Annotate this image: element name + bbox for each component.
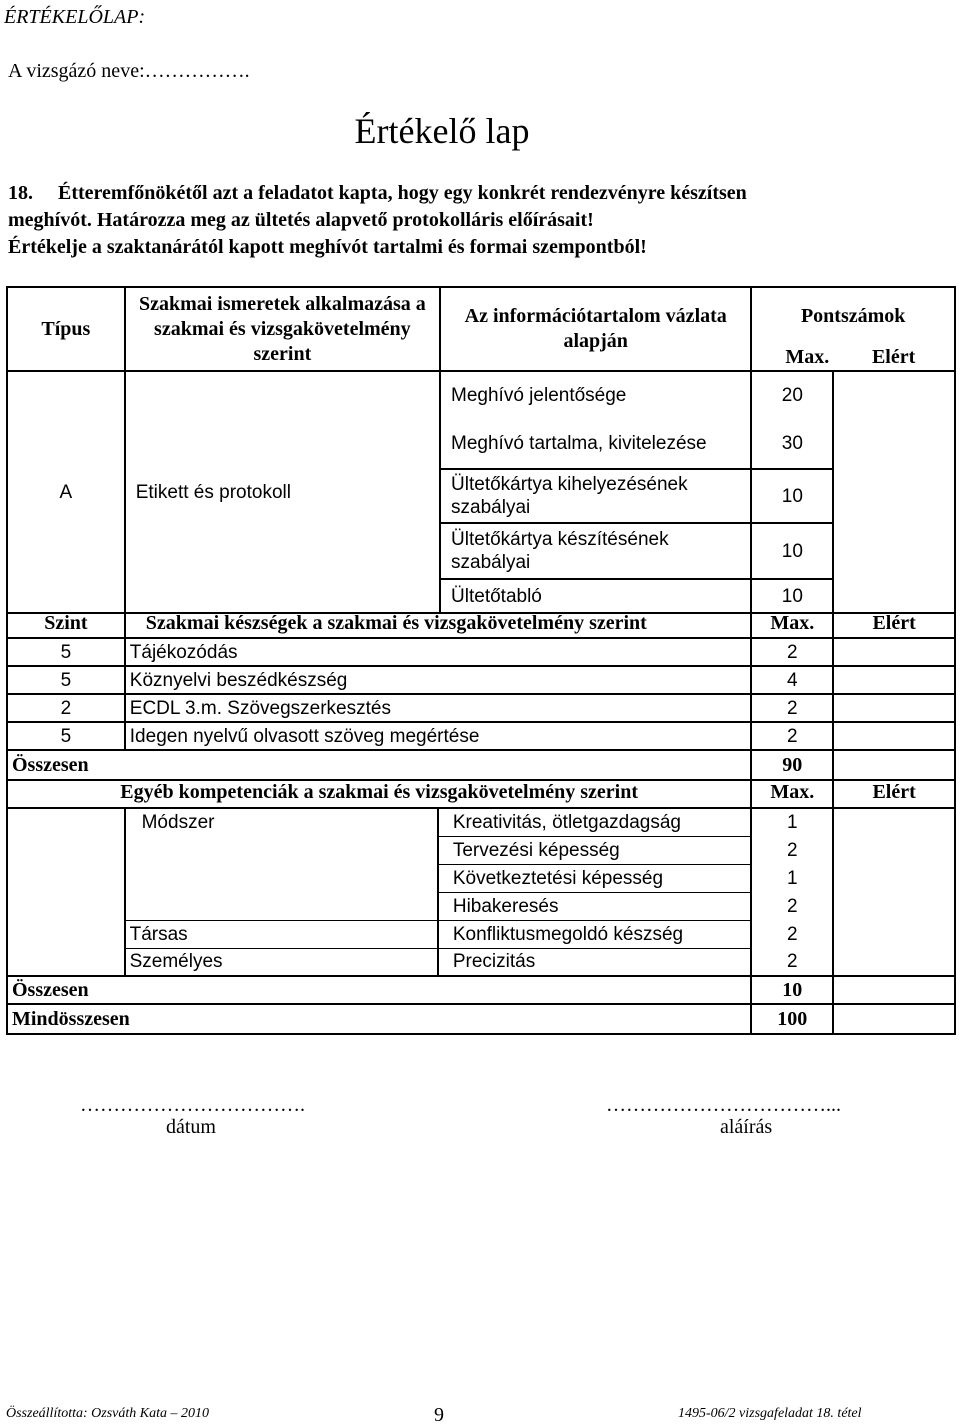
competencies-total-label: Összesen [7,976,751,1004]
date-dots: ……………………………. [80,1094,305,1116]
table-row [7,836,955,864]
examinee-name-label: A vizsgázó neve:……………. [8,60,250,82]
skill-achieved [833,666,955,694]
competency-achieved [833,920,955,948]
table-row [7,694,955,722]
outline-row-max: 10 [751,523,833,579]
competency-group [125,864,438,892]
skills-total-value: 90 [751,750,833,780]
skill-achieved [833,722,955,750]
skill-max: 2 [751,638,833,666]
competency-label: Hibakeresés [438,892,751,920]
competency-max: 2 [751,892,833,920]
task-line-3: Értékelje a szaktanárától kapott meghívót tartalmi és formai szempontból! [8,236,647,258]
skills-level-header: Szint [7,610,125,638]
skills-total-label: Összesen [7,750,751,780]
task-line-1: Étteremfőnökétől azt a feladatot kapta, hogy egy konkrét rendezvényre készítsen [58,182,747,204]
table-row [7,864,955,892]
outline-row-max: 10 [751,469,833,523]
competency-group: Módszer [125,808,438,836]
skill-label: Köznyelvi beszédkészség [125,666,752,694]
page-number: 9 [434,1404,444,1426]
competency-max: 2 [751,920,833,948]
knowledge-table [6,286,956,614]
col-achieved-header: Elért [833,345,955,371]
skill-max: 2 [751,722,833,750]
outline-row-achieved [833,523,955,579]
outline-row-label: Meghívó jelentősége [440,371,751,419]
col-type-header: Típus [7,287,125,371]
task-description [8,180,908,261]
skill-level: 5 [7,722,125,750]
knowledge-value: Etikett és protokoll [125,371,440,613]
outline-row-label: Meghívó tartalma, kivitelezése [440,419,751,469]
skill-achieved [833,694,955,722]
competencies-total-achieved [833,976,955,1004]
competency-max: 1 [751,808,833,836]
grand-total-value: 100 [751,1004,833,1034]
outline-row-achieved [833,371,955,419]
skill-max: 4 [751,666,833,694]
outline-row-max: 10 [751,579,833,613]
competency-achieved [833,808,955,836]
sheet-label: ÉRTÉKELŐLAP: [4,6,146,28]
col-points-header: Pontszámok [751,287,955,345]
competencies-spacer [7,808,125,976]
competency-achieved [833,948,955,976]
table-row [7,722,955,750]
table-row [7,808,955,836]
task-line-2: meghívót. Határozza meg az ültetés alapvető protokolláris előírásait! [8,209,594,231]
skill-level: 5 [7,666,125,694]
table-row [7,638,955,666]
competency-group [125,836,438,864]
competency-label: Tervezési képesség [438,836,751,864]
skill-level: 5 [7,638,125,666]
skill-max: 2 [751,694,833,722]
outline-row-max: 30 [751,419,833,469]
competency-label: Következtetési képesség [438,864,751,892]
skill-label: Idegen nyelvű olvasott szöveg megértése [125,722,752,750]
competency-achieved [833,836,955,864]
outline-row-label: Ültetőkártya készítésének szabályai [440,523,751,579]
date-label: dátum [166,1116,216,1138]
col-knowledge-header: Szakmai ismeretek alkalmazása a szakmai és vizsgakövetelmény szerint [125,287,440,371]
competency-group: Személyes [125,948,438,976]
table-row [7,666,955,694]
skill-label: Tájékozódás [125,638,752,666]
footer-author: Összeállította: Ozsváth Kata – 2010 [6,1406,210,1421]
competencies-table [6,778,956,1035]
skill-achieved [833,638,955,666]
competency-max: 1 [751,864,833,892]
outline-row-max: 20 [751,371,833,419]
competencies-header: Egyéb kompetenciák a szakmai és vizsgakövetelmény szerint [7,778,751,808]
competency-label: Precizitás [438,948,751,976]
skill-label: ECDL 3.m. Szövegszerkesztés [125,694,752,722]
competency-max: 2 [751,836,833,864]
skill-level: 2 [7,694,125,722]
grand-total-label: Mindösszesen [7,1004,751,1034]
skills-header: Szakmai készségek a szakmai és vizsgakövetelmény szerint [125,610,752,638]
table-row [7,948,955,976]
competency-achieved [833,892,955,920]
col-outline-header: Az információtartalom vázlata alapján [440,287,751,371]
competency-max: 2 [751,948,833,976]
outline-row-achieved [833,469,955,523]
outline-row-label: Ültetőkártya kihelyezésének szabályai [440,469,751,523]
footer-reference: 1495-06/2 vizsgafeladat 18. tétel [678,1406,862,1421]
skills-achieved-header: Elért [833,610,955,638]
signature-dots: ……………………………... [606,1094,841,1116]
competency-group: Társas [125,920,438,948]
outline-row-label: Ültetőtabló [440,579,751,613]
table-row [7,920,955,948]
competency-label: Konfliktusmegoldó készség [438,920,751,948]
skills-table [6,610,956,781]
grand-total-achieved [833,1004,955,1034]
competency-group [125,892,438,920]
skills-total-achieved [833,750,955,780]
outline-row-achieved [833,419,955,469]
outline-row-achieved [833,579,955,613]
competencies-max-header: Max. [751,778,833,808]
type-value: A [7,371,125,613]
task-number: 18. [8,182,33,204]
signature-label: aláírás [720,1116,773,1138]
col-max-header: Max. [751,345,833,371]
competency-achieved [833,864,955,892]
page-title: Értékelő lap [354,111,530,151]
table-row [7,892,955,920]
competency-label: Kreativitás, ötletgazdagság [438,808,751,836]
competencies-total-value: 10 [751,976,833,1004]
skills-max-header: Max. [751,610,833,638]
competencies-achieved-header: Elért [833,778,955,808]
